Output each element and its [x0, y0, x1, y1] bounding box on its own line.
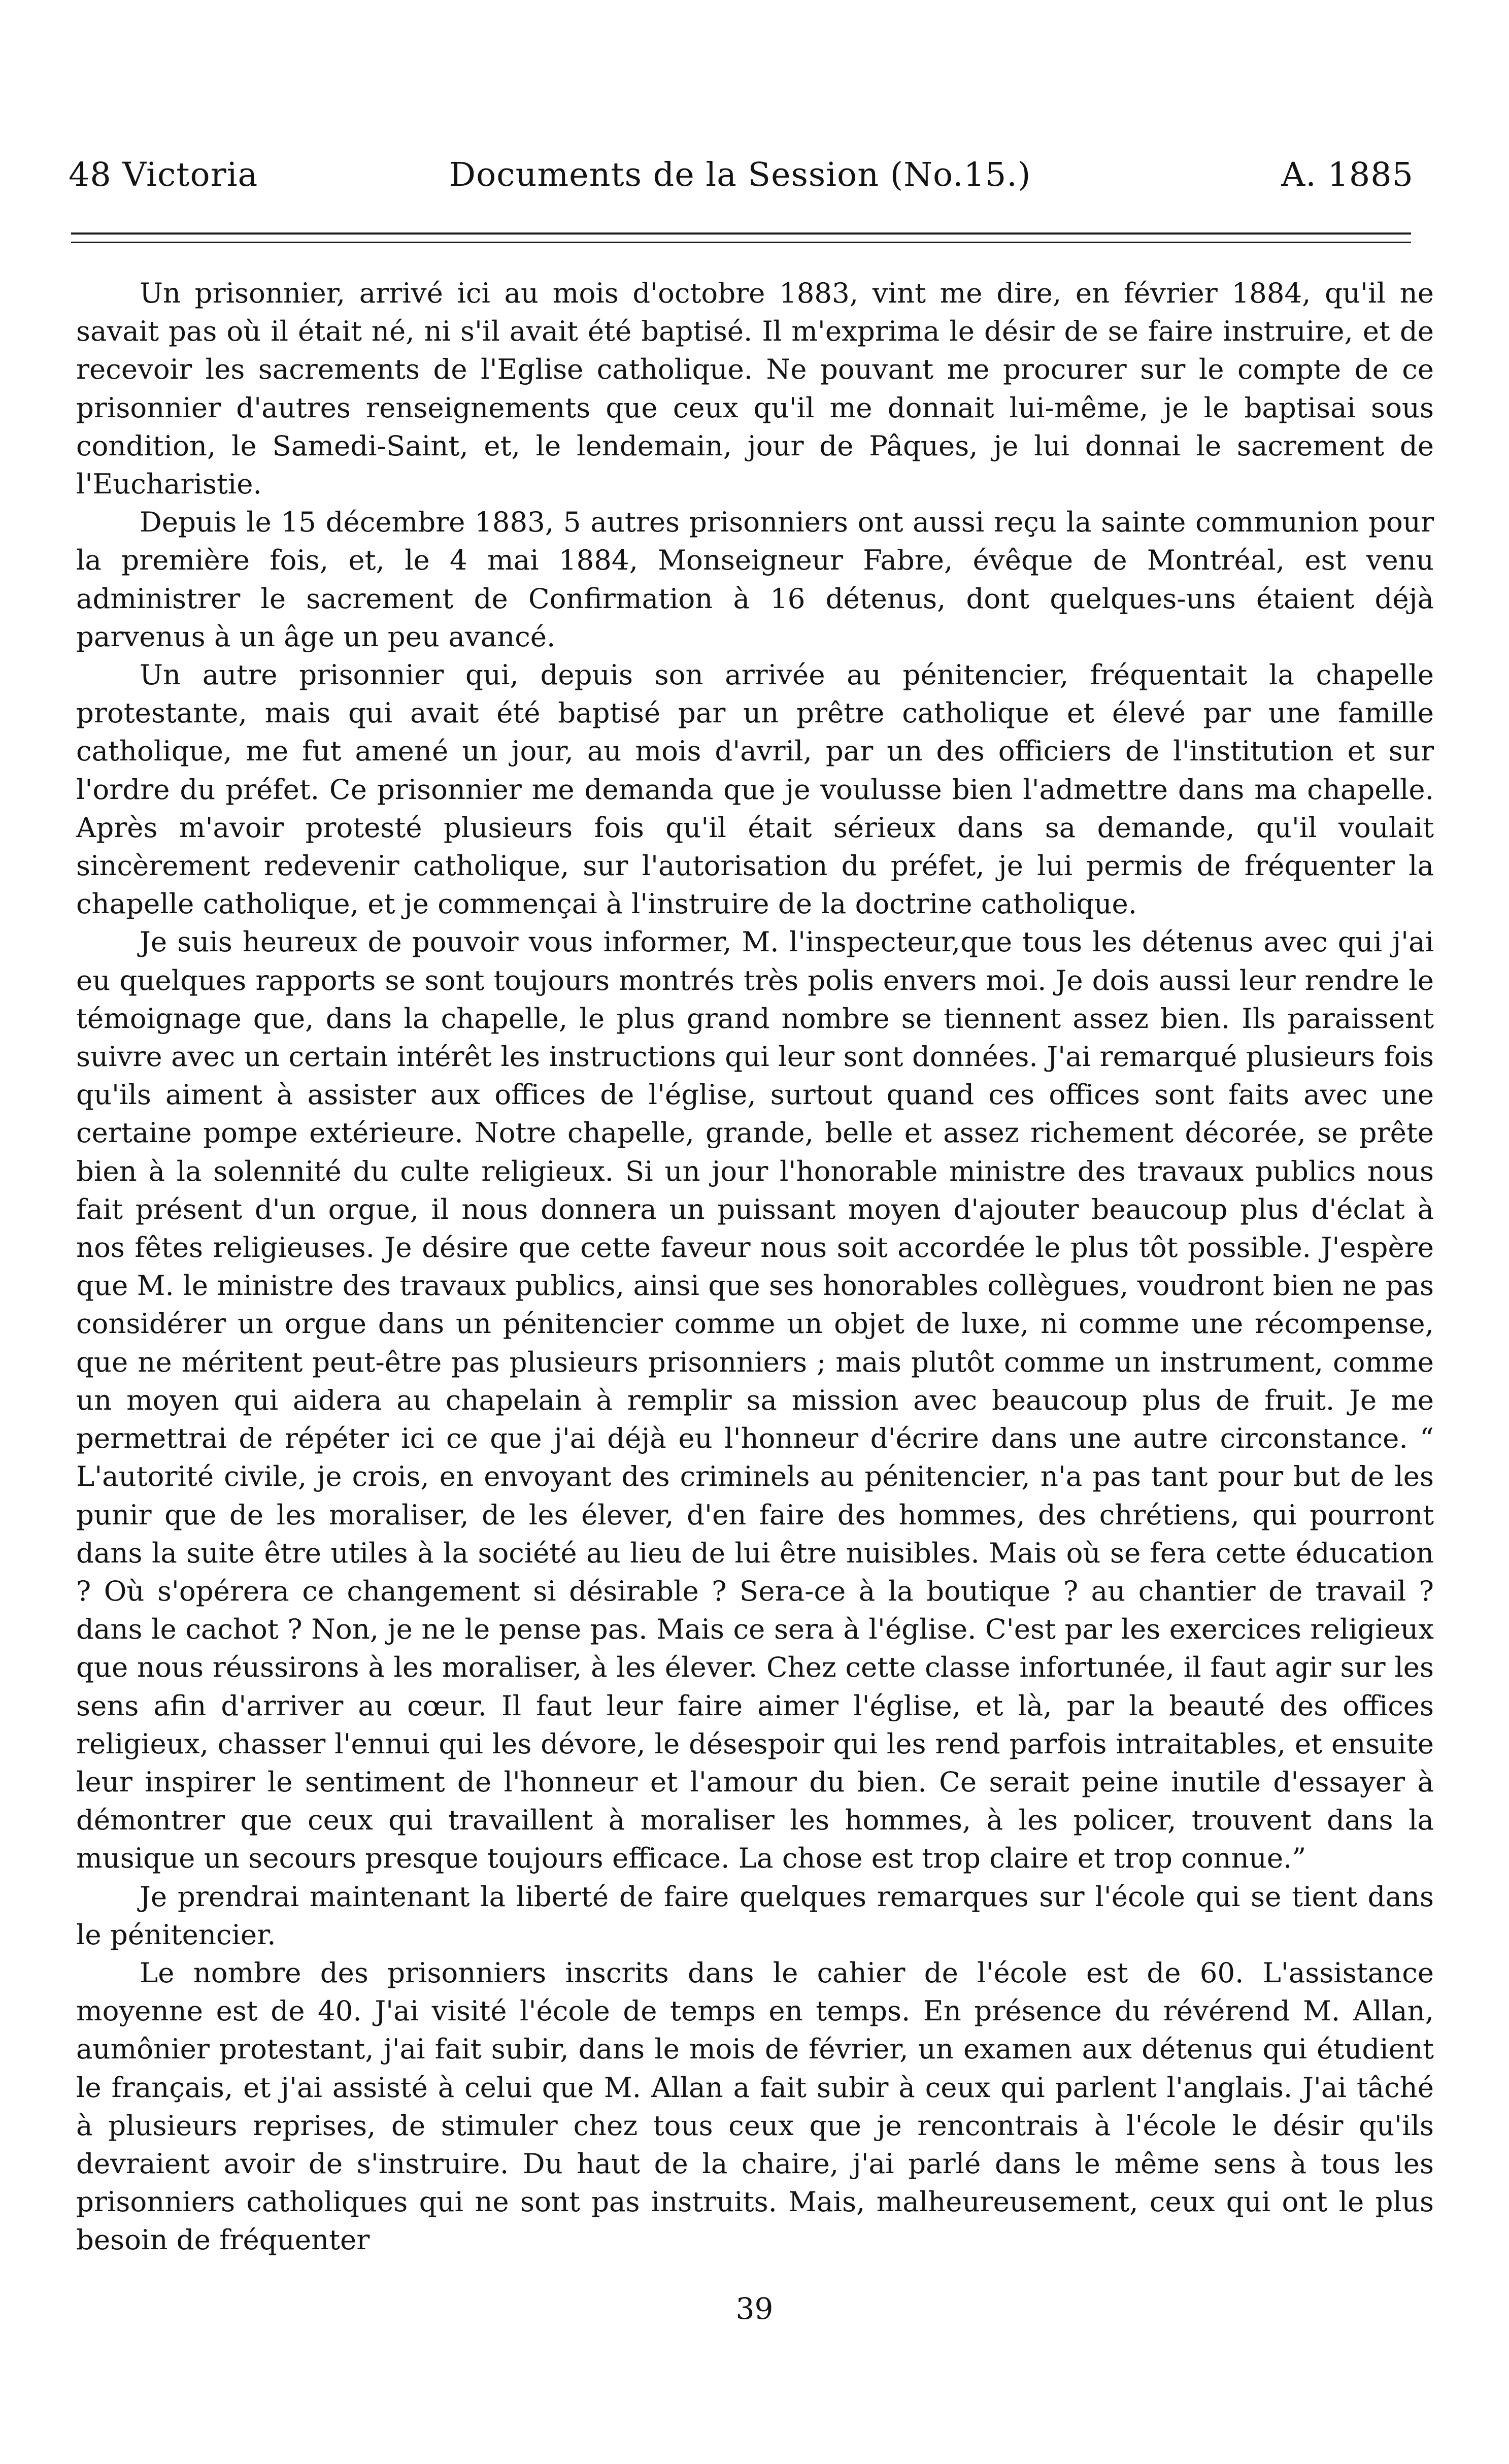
page-number: 39 — [735, 2291, 774, 2326]
paragraph-communion-confirmation: Depuis le 15 décembre 1883, 5 autres prisonniers ont aussi reçu la sainte communion pour la première fois, et, le 4 mai 1884, Monseigneur Fabre, évêque de Montréal, est venu administrer le sacrement de Confirmation à 16 détenus, dont quelques-uns étaient déjà parvenus à un âge un peu avancé. — [76, 506, 1434, 653]
paragraph-chapel-organ: Je suis heureux de pouvoir vous informer, M. l'inspecteur,que tous les détenus avec qui j'ai eu quelques rapports se sont toujours montrés très polis envers moi. Je dois aussi leur rendre le témoignage que, dans la chapelle, le plus grand nombre se tiennent assez bien. Ils paraissent suivre avec un certain intérêt les instructions qui leur sont données. J'ai remarqué plusieurs fois qu'ils aiment à assister aux offices de l'église, surtout quand ces offices sont faits avec une certaine pompe extérieure. Notre chapelle, grande, belle et assez richement décorée, se prête bien à la solennité du culte religieux. Si un jour l'honorable ministre des travaux publics nous fait présent d'un orgue, il nous donnera un puissant moyen d'ajouter beaucoup plus d'éclat à nos fêtes religieuses. Je désire que cette faveur nous soit accordée le plus tôt possible. J'espère que M. le ministre des travaux publics, ainsi que ses honorables collègues, voudront bien ne pas considérer un orgue dans un pénitencier comme un objet de luxe, ni comme une récompense, que ne méritent peut-être pas plusieurs prisonniers ; mais plutôt comme un instrument, comme un moyen qui aidera au chapelain à remplir sa mission avec beaucoup plus de fruit. Je me permettrai de répéter ici ce que j'ai déjà eu l'honneur d'écrire dans une autre circonstance. “ L'autorité civile, je crois, en envoyant des criminels au pénitencier, n'a pas tant pour but de les punir que de les moraliser, de les élever, d'en faire des hommes, des chrétiens, qui pourront dans la suite être utiles à la société au lieu de lui être nuisibles. Mais où se fera cette éducation ? Où s'opérera ce changement si désirable ? Sera-ce à la boutique ? au chantier de travail ? dans le cachot ? Non, je ne le pense pas. Mais ce sera à l'église. C'est par les exercices religieux que nous réussirons à les moraliser, à les élever. Chez cette classe infortunée, il faut agir sur les sens afin d'arriver au cœur. Il faut leur faire aimer l'église, et là, par la beauté des offices religieux, chasser l'ennui qui les dévore, le désespoir qui les rend parfois intraitables, et ensuite leur inspirer le sentiment de l'honneur et l'amour du bien. Ce serait peine inutile d'essayer à démontrer que ceux qui travaillent à moraliser les hommes, à les policer, trouvent dans la musique un secours presque toujours efficace. La chose est trop claire et trop connue.” — [76, 925, 1434, 1875]
header-title: Documents de la Session (No.15.) — [449, 156, 1031, 194]
paragraph-school-intro: Je prendrai maintenant la liberté de faire quelques remarques sur l'école qui se tient dans le pénitencier. — [76, 1880, 1434, 1951]
header-volume: 48 Victoria — [69, 156, 258, 194]
paragraph-school-attendance: Le nombre des prisonniers inscrits dans le cahier de l'école est de 60. L'assistance moyenne est de 40. J'ai visité l'école de temps en temps. En présence du révérend M. Allan, aumônier protestant, j'ai fait subir, dans le mois de février, un examen aux détenus qui étudient le français, et j'ai assisté à celui que M. Allan a fait subir à ceux qui parlent l'anglais. J'ai tâché à plusieurs reprises, de stimuler chez tous ceux que je rencontrais à l'école le désir qu'ils devraient avoir de s'instruire. Du haut de la chaire, j'ai parlé dans le même sens à tous les prisonniers catholiques qui ne sont pas instruits. Mais, malheureusement, ceux qui ont le plus besoin de fréquenter — [76, 1956, 1434, 2256]
header-rule-bottom — [71, 242, 1411, 243]
running-header — [69, 152, 1439, 198]
header-year: A. 1885 — [1281, 156, 1414, 194]
header-rule-top — [71, 232, 1411, 235]
paragraph-prisoner-baptism: Un prisonnier, arrivé ici au mois d'octobre 1883, vint me dire, en février 1884, qu'il ne savait pas où il était né, ni s'il avait été baptisé. Il m'exprima le désir de se faire instruire, et de recevoir les sacrements de l'Eglise catholique. Ne pouvant me procurer sur le compte de ce prisonnier d'autres renseignements que ceux qu'il me donnait lui-même, je le baptisai sous condition, le Samedi-Saint, et, le lendemain, jour de Pâques, je lui donnai le sacrement de l'Eucharistie. — [76, 277, 1434, 501]
body-text — [76, 274, 1434, 2259]
paragraph-protestant-chapel-prisoner: Un autre prisonnier qui, depuis son arrivée au pénitencier, fréquentait la chapelle protestante, mais qui avait été baptisé par un prêtre catholique et élevé par une famille catholique, me fut amené un jour, au mois d'avril, par un des officiers de l'institution et sur l'ordre du préfet. Ce prisonnier me demanda que je voulusse bien l'admettre dans ma chapelle. Après m'avoir protesté plusieurs fois qu'il était sérieux dans sa demande, qu'il voulait sincèrement redevenir catholique, sur l'autorisation du préfet, je lui permis de fréquenter la chapelle catholique, et je commençai à l'instruire de la doctrine catholique. — [76, 658, 1434, 920]
